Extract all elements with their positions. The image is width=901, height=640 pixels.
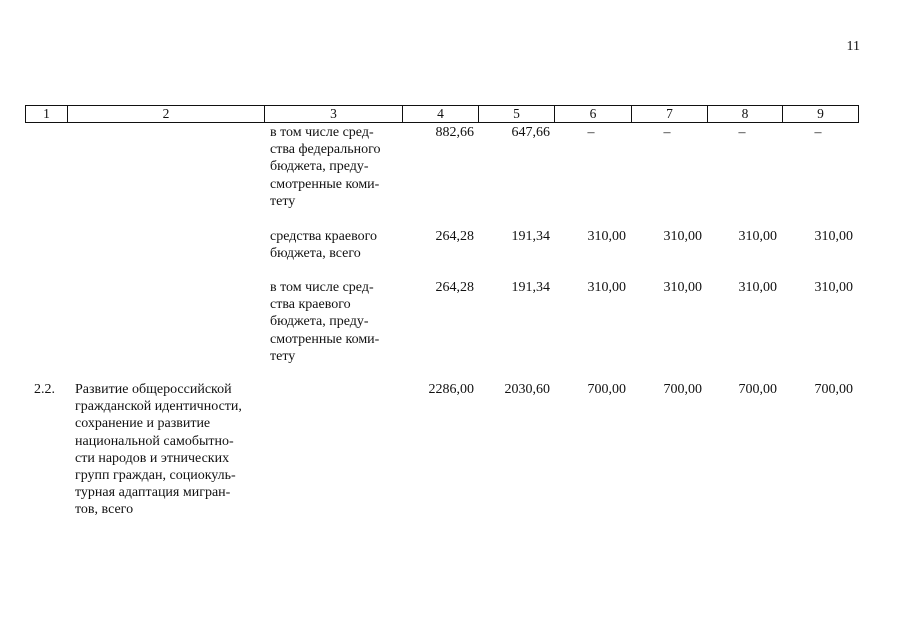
column-number-3: 3 [265,106,403,123]
page-number: 11 [846,39,860,54]
text-line: в том числе сред- [270,280,374,295]
row-4-col-5-value: 2030,60 [504,382,550,397]
row-3-source-cell [270,279,396,365]
row-3-col-7-value: 310,00 [663,280,702,295]
row-2-source-cell [270,228,396,262]
row-2-col-4-value: 264,28 [435,229,474,244]
row-4-col-9-value: 700,00 [814,382,853,397]
row-4-col-8-value: 700,00 [738,382,777,397]
row-1-source-cell [270,124,396,210]
row-1-col-8-value: – [738,125,746,140]
row-1-col-6-value: – [587,125,595,140]
row-1-col-9-value: – [814,125,822,140]
text-line: средства краевого [270,229,377,244]
row-2-col-6-value: 310,00 [587,229,626,244]
column-number-4: 4 [403,106,479,123]
text-line: бюджета, преду- [270,314,369,330]
row-1-col-5-value: 647,66 [511,125,550,140]
row-4-col-4-value: 2286,00 [428,382,474,397]
row-2-col-7-value: 310,00 [663,229,702,244]
text-line: тету [270,348,296,364]
text-line: смотренные коми- [270,331,380,347]
column-number-1: 1 [26,106,68,123]
row-2-col-8-value: 310,00 [738,229,777,244]
row-3-col-8-value: 310,00 [738,280,777,295]
row-4-col-6-value: 700,00 [587,382,626,397]
row-4-item-number: 2.2. [34,382,55,397]
row-1-col-4-value: 882,66 [435,125,474,140]
text-line: Развитие общероссийской [75,382,232,397]
text-line: ства краевого [270,297,351,313]
column-number-9: 9 [783,106,859,123]
row-4-item-name [75,381,261,519]
row-4-col-7-value: 700,00 [663,382,702,397]
column-number-2: 2 [68,106,265,123]
row-1-col-7-value: – [663,125,671,140]
text-line: турная адаптация мигран- [75,485,231,501]
row-2-col-9-value: 310,00 [814,229,853,244]
text-line: ства федерального [270,142,381,158]
text-line: групп граждан, социокуль- [75,468,236,484]
row-3-col-4-value: 264,28 [435,280,474,295]
text-line: смотренные коми- [270,176,380,192]
text-line: тов, всего [75,502,134,518]
text-line: национальной самобытно- [75,433,234,449]
column-number-7: 7 [632,106,708,123]
column-number-8: 8 [708,106,783,123]
text-line: бюджета, всего [270,246,361,262]
text-line: тету [270,193,296,209]
row-3-col-6-value: 310,00 [587,280,626,295]
text-line: сти народов и этнических [75,450,230,466]
text-line: бюджета, преду- [270,159,369,175]
column-number-6: 6 [555,106,632,123]
text-line: гражданской идентичности, [75,399,242,415]
row-3-col-5-value: 191,34 [511,280,550,295]
text-line: сохранение и развитие [75,416,211,432]
text-line: в том числе сред- [270,125,374,140]
row-3-col-9-value: 310,00 [814,280,853,295]
column-number-5: 5 [479,106,555,123]
column-numbers-header [25,105,859,123]
row-2-col-5-value: 191,34 [511,229,550,244]
